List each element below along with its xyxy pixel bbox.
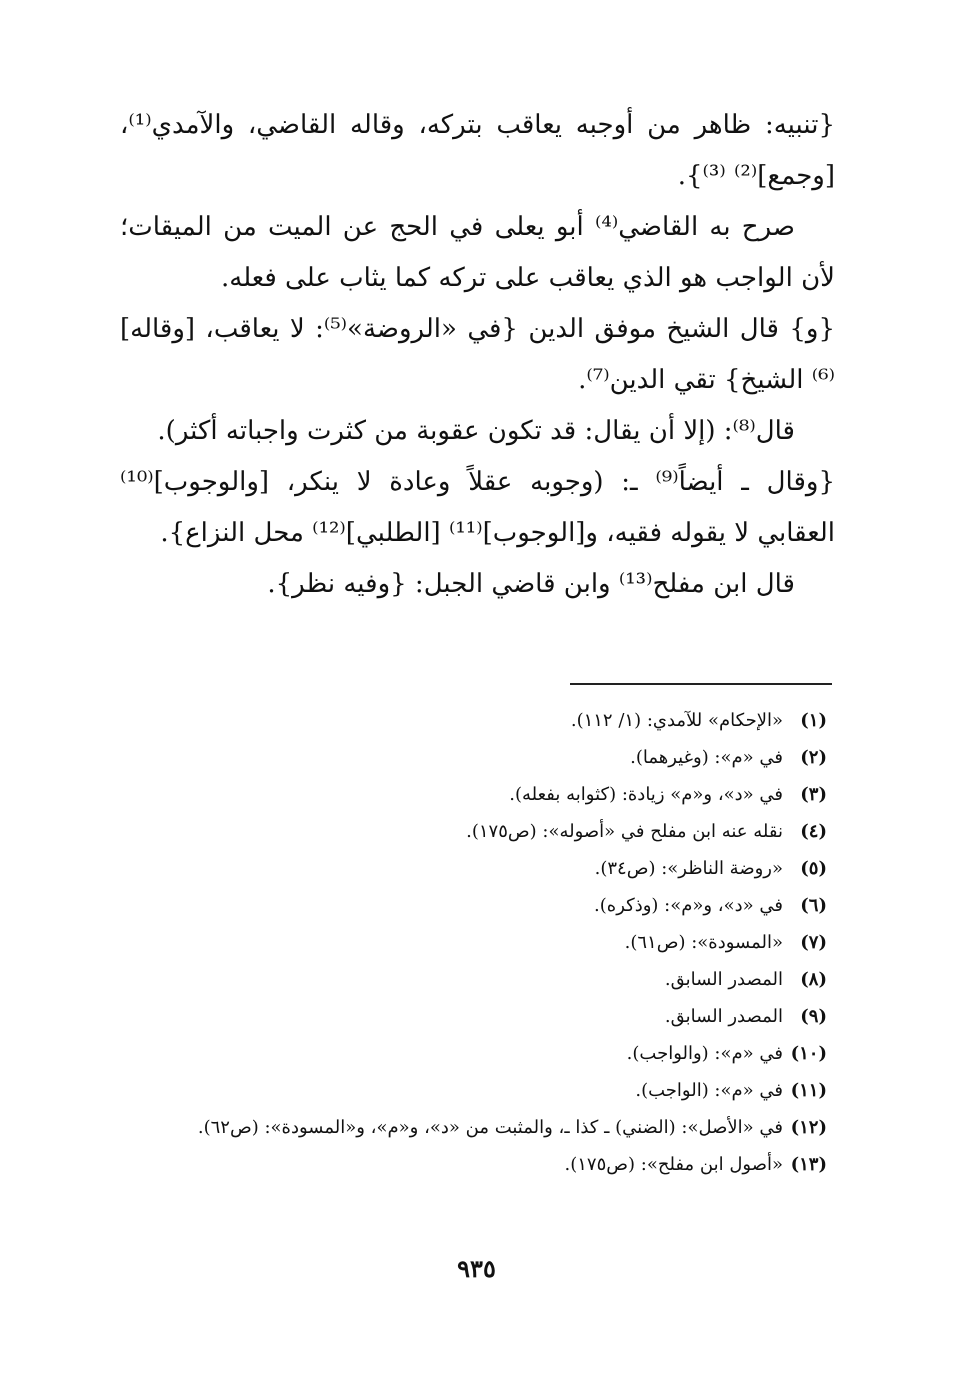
footnote-text: في «م»: (وغيرهما).	[630, 747, 783, 768]
footnote-number: (٦)	[800, 895, 827, 916]
footnote-divider	[570, 683, 832, 685]
footnote-number: (٩)	[800, 1006, 827, 1027]
paragraph-qal: قال⁽⁸⁾: (إلا أن يقال: قد تكون عقوبة من كثرت واجباته أكثر).	[157, 416, 795, 446]
paragraph-qadi: صرح به القاضي⁽⁴⁾ أبو يعلى في الحج عن الميت من الميقات؛ لأن الواجب هو الذي يعاقب على تركه كما يثاب على فعله.	[120, 212, 835, 293]
footnote-item	[120, 1109, 835, 1146]
footnote-number: (٧)	[800, 932, 827, 953]
footnote-number: (١)	[800, 710, 827, 731]
footnote-item	[120, 739, 835, 776]
footnote-item	[120, 702, 835, 739]
footnote-text: في «د»، و«م»: (وذكره).	[594, 895, 783, 916]
footnote-item	[120, 887, 835, 924]
footnote-text: «روضة الناظر»: (ص٣٤).	[594, 858, 783, 879]
paragraph-ibn-muflih: قال ابن مفلح⁽¹³⁾ وابن قاضي الجبل: {وفيه نظر}.	[267, 569, 795, 599]
footnote-item	[120, 776, 835, 813]
footnote-text: المصدر السابق.	[664, 969, 783, 990]
footnote-text: نقله عنه ابن مفلح في «أصوله»: (ص١٧٥).	[466, 821, 783, 842]
footnote-item	[120, 924, 835, 961]
footnote-number: (١١)	[790, 1080, 827, 1101]
footnote-item	[120, 850, 835, 887]
footnote-text: في «د»، و«م» زيادة: (كثوابه بفعله).	[509, 784, 783, 805]
main-text	[120, 100, 835, 610]
footnote-text: «أصول ابن مفلح»: (ص١٧٥).	[564, 1154, 783, 1175]
page-number: ٩٣٥	[457, 1254, 496, 1283]
footnote-text: المصدر السابق.	[664, 1006, 783, 1027]
paragraph-wujub: {وقال ـ أيضاً⁽⁹⁾ ـ: (وجوبه عقلاً وعادة لا ينكر، [والوجوب]⁽¹⁰⁾ العقابي لا يقوله فقيه، و[الوجوب]⁽¹¹⁾ [الطلبي]⁽¹²⁾ محل النزاع}.	[120, 467, 835, 548]
footnote-text: في «الأصل»: (الضني) ـ كذا ـ، والمثبت من «د»، و«م»، و«المسودة»: (ص٦٢).	[197, 1117, 783, 1138]
footnote-number: (١٢)	[790, 1117, 827, 1138]
footnote-number: (٣)	[800, 784, 827, 805]
footnote-number: (٢)	[800, 747, 827, 768]
footnote-text: «المسودة»: (ص٦١).	[624, 932, 783, 953]
paragraph-tanbih: {تنبيه: ظاهر من أوجبه يعاقب بتركه، وقاله القاضي، والآمدي⁽¹⁾، [وجمع]⁽²⁾ ⁽³⁾}.	[120, 110, 835, 191]
footnote-number: (١٣)	[790, 1154, 827, 1175]
footnote-text: في «م»: (والواجب).	[626, 1043, 783, 1064]
footnote-text: في «م»: (الواجب).	[635, 1080, 783, 1101]
footnote-text: «الإحكام» للآمدي: (١/ ١١٢).	[570, 710, 783, 731]
footnote-number: (١٠)	[790, 1043, 827, 1064]
footnote-item	[120, 998, 835, 1035]
footnote-number: (٥)	[800, 858, 827, 879]
footnote-item	[120, 1146, 835, 1183]
footnotes-list	[120, 702, 835, 1183]
footnote-item	[120, 1035, 835, 1072]
footnote-number: (٤)	[800, 821, 827, 842]
footnote-item	[120, 1072, 835, 1109]
paragraph-muwaffaq: {و} قال الشيخ موفق الدين {في «الروضة»⁽⁵⁾: لا يعاقب، [وقاله]⁽⁶⁾ الشيخ} تقي الدين⁽⁷⁾.	[120, 314, 836, 395]
footnote-item	[120, 961, 835, 998]
footnote-item	[120, 813, 835, 850]
footnote-number: (٨)	[800, 969, 827, 990]
